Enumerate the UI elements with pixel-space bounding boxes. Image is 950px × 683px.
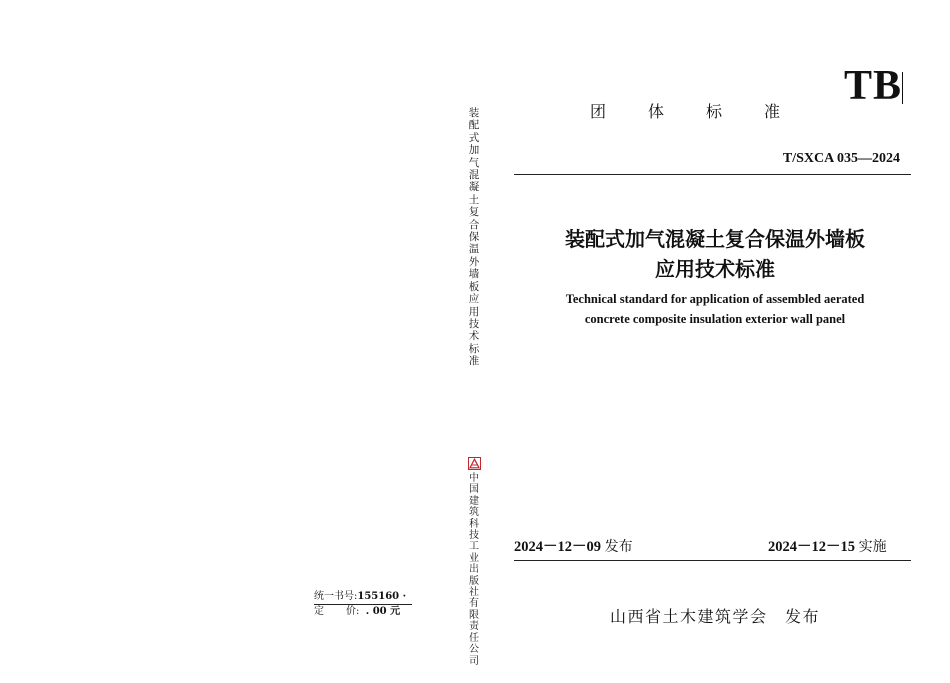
spine-title-char: 温 (468, 243, 480, 256)
bottom-divider (514, 560, 911, 561)
book-number-label: 统一书号: (314, 591, 358, 602)
price-label: 定 (314, 606, 324, 617)
effective-label: 实施 (858, 539, 887, 555)
book-number-value: 155160 · (357, 591, 407, 602)
spine-publisher-char: 出 (469, 564, 479, 576)
title-chinese (514, 224, 916, 284)
spine-publisher-char: 司 (469, 655, 479, 667)
title-chinese-line2: 应用技术标准 (655, 257, 775, 281)
standard-category-char: 准 (763, 102, 780, 121)
back-cover-info (314, 589, 406, 619)
spine-title-char: 配 (468, 119, 480, 132)
spine-title-char: 准 (468, 355, 480, 368)
issue-label: 发布 (604, 539, 633, 555)
spine-title-char: 合 (468, 218, 480, 231)
spine-publisher-char: 国 (469, 484, 479, 496)
standard-category-char: 团 (590, 102, 607, 121)
spine-title-char: 应 (468, 293, 480, 306)
spine-publisher-char: 公 (469, 644, 479, 656)
issue-date (514, 535, 633, 556)
spine-title-char: 墙 (468, 268, 480, 281)
spine-title-char: 装 (468, 107, 480, 119)
tb-mark-bar (902, 72, 903, 104)
standard-category-char: 标 (705, 102, 722, 121)
spine-publisher-char: 有 (469, 598, 479, 610)
spine-title-char: 式 (468, 131, 480, 144)
tb-mark: TB (844, 63, 903, 109)
spine-title-char: 复 (468, 206, 480, 219)
book-number-underline (314, 604, 412, 605)
spine-title-char: 土 (468, 193, 480, 206)
spine-title-char: 混 (468, 169, 480, 182)
spine-publisher-char: 任 (469, 632, 479, 644)
spine-title-char: 保 (468, 231, 480, 244)
title-english-line1: Technical standard for application of assembled aerated (565, 292, 865, 306)
spine-title-char: 外 (468, 255, 480, 268)
book-number-row (314, 589, 406, 604)
spine-publisher-char: 科 (469, 518, 479, 530)
spine-title-char: 用 (468, 305, 480, 318)
spine-title-char: 技 (468, 317, 480, 330)
issue-date-value: 2024－12－09 (514, 539, 601, 555)
price-label-2: 价: (346, 606, 360, 617)
effective-date (768, 535, 887, 556)
spine-title-char: 板 (468, 280, 480, 293)
standard-category (590, 99, 780, 122)
spine-publisher-char: 版 (469, 575, 479, 587)
spine-title-char: 标 (468, 342, 480, 355)
issuer: 山西省土木建筑学会 发布 (609, 607, 820, 626)
title-chinese-line1: 装配式加气混凝土复合保温外墙板 (565, 227, 865, 251)
spine-title-char: 加 (468, 144, 480, 157)
spine-title (467, 107, 481, 368)
spine-publisher-char: 限 (469, 609, 479, 621)
spine-publisher-char: 社 (469, 587, 479, 599)
spine-publisher-char: 工 (469, 541, 479, 553)
title-english-line2: concrete composite insulation exterior wall panel (584, 312, 846, 326)
spine-publisher-char: 筑 (469, 507, 479, 519)
spine-title-char: 凝 (468, 181, 480, 194)
spine-title-char: 气 (468, 156, 480, 169)
spine-publisher-char: 业 (469, 552, 479, 564)
price-value: . 00 元 (365, 606, 401, 617)
effective-date-value: 2024－12－15 (768, 539, 855, 555)
title-english (514, 289, 916, 329)
spine-publisher-char: 中 (469, 473, 479, 484)
price-row (314, 604, 406, 619)
standard-number: T/SXCA 035—2024 (782, 151, 900, 166)
spine-publisher-char: 建 (469, 495, 479, 507)
spine-publisher-char: 技 (469, 530, 479, 542)
spine-publisher-char: 责 (469, 621, 479, 633)
top-divider (514, 174, 911, 175)
spine-title-char: 术 (468, 330, 480, 343)
standard-category-char: 体 (647, 102, 664, 121)
spine-publisher (467, 473, 481, 667)
publisher-logo-icon (468, 457, 481, 470)
